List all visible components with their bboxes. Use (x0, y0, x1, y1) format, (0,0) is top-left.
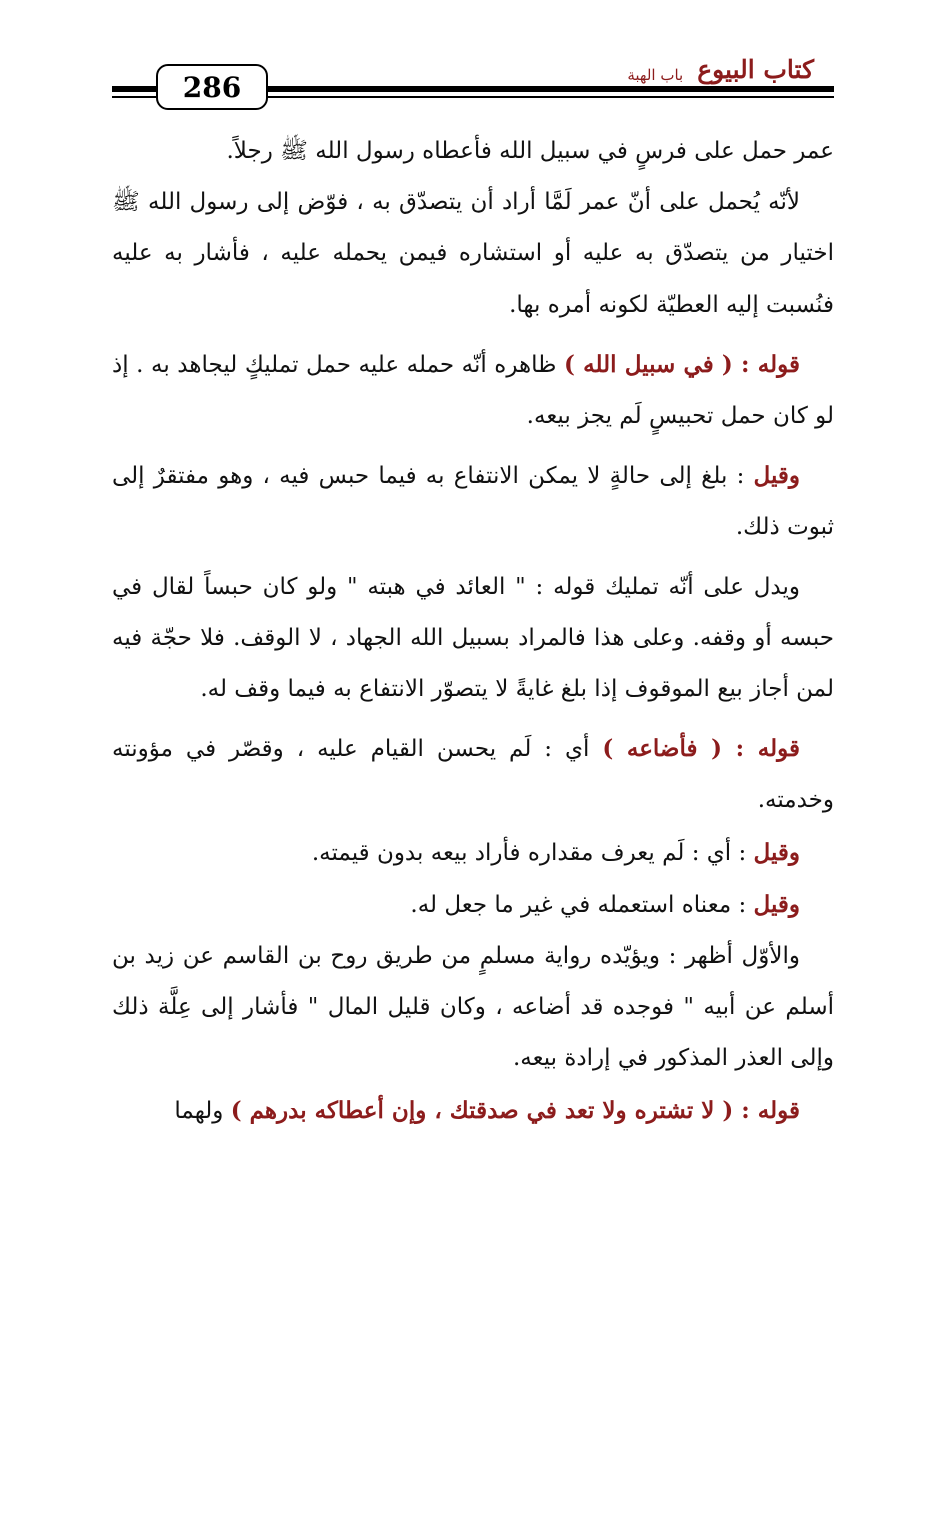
paragraph-text: ظاهره أنّه حمله عليه حمل تمليكٍ ليجاهد به . إذ لو كان حمل تحبيسٍ لَم يجز بيعه. (112, 351, 834, 430)
paragraph (112, 126, 834, 177)
paragraph-text: عمر حمل على فرسٍ في سبيل الله فأعطاه رسول الله ﷺ رجلاً. (226, 138, 834, 164)
paragraph-text: لأنّه يُحمل على أنّ عمر لَمَّا أراد أن يتصدّق به ، فوّض إلى رسول الله ﷺ اختيار من يتصدّق به عليه أو استشاره فيمن يحمله عليه ، فأشار به عليه فنُسبت إليه العطيّة لكونه أمره بها. (112, 189, 834, 318)
book-title: كتاب البيوع (697, 55, 814, 84)
paragraph (112, 339, 834, 442)
quote-lead: قوله : ( لا تشتره ولا تعد في صدقتك ، وإن أعطاكه بدرهم ) (230, 1096, 800, 1124)
paragraph-text: ولهما (174, 1097, 231, 1124)
paragraph (112, 177, 834, 331)
paragraph-text: أي : لَم يحسن القيام عليه ، وقصّر في مؤونته وخدمته. (112, 736, 834, 814)
qila-lead: وقيل (753, 890, 800, 918)
paragraph-text: : أي : لَم يعرف مقداره فأراد بيعه بدون قيمته. (311, 839, 754, 866)
qila-lead: وقيل (753, 462, 800, 490)
header-titles (627, 48, 814, 84)
page-header (112, 48, 834, 118)
qila-lead: وقيل (753, 838, 800, 866)
chapter-title: باب الهبة (627, 66, 684, 84)
paragraph (112, 827, 834, 879)
paragraph-text: والأوّل أظهر : ويؤيّده رواية مسلمٍ من طريق روح بن القاسم عن زيد بن أسلم عن أبيه " فوجده قد أضاعه ، وكان قليل المال " فأشار إلى عِلَّة ذلك وإلى العذر المذكور في إرادة بيعه. (112, 943, 834, 1072)
paragraph (112, 1085, 834, 1137)
paragraph (112, 562, 834, 716)
paragraph-text: : بلغ إلى حالةٍ لا يمكن الانتفاع به فيما حبس فيه ، وهو مفتقرٌ إلى ثبوت ذلك. (112, 463, 834, 541)
quote-lead: قوله : ( فأضاعه ) (602, 735, 800, 763)
paragraph (112, 723, 834, 826)
paragraph-text: ويدل على أنّه تمليك قوله : " العائد في هبته " ولو كان حبساً لقال في حبسه أو وقفه. وعلى هذا فالمراد بسبيل الله الجهاد ، لا الوقف. فلا حجّة فيه لمن أجاز بيع الموقوف إذا بلغ غايةً لا يتصوّر الانتفاع به فيما وقف له. (112, 573, 835, 703)
paragraph (112, 450, 834, 553)
page-number: 286 (156, 64, 268, 110)
paragraph (112, 879, 834, 931)
quote-lead: قوله : ( في سبيل الله ) (564, 350, 800, 378)
paragraph-text: : معناه استعمله في غير ما جعل له. (410, 891, 754, 918)
paragraph (112, 931, 834, 1085)
page-body (112, 126, 834, 1137)
